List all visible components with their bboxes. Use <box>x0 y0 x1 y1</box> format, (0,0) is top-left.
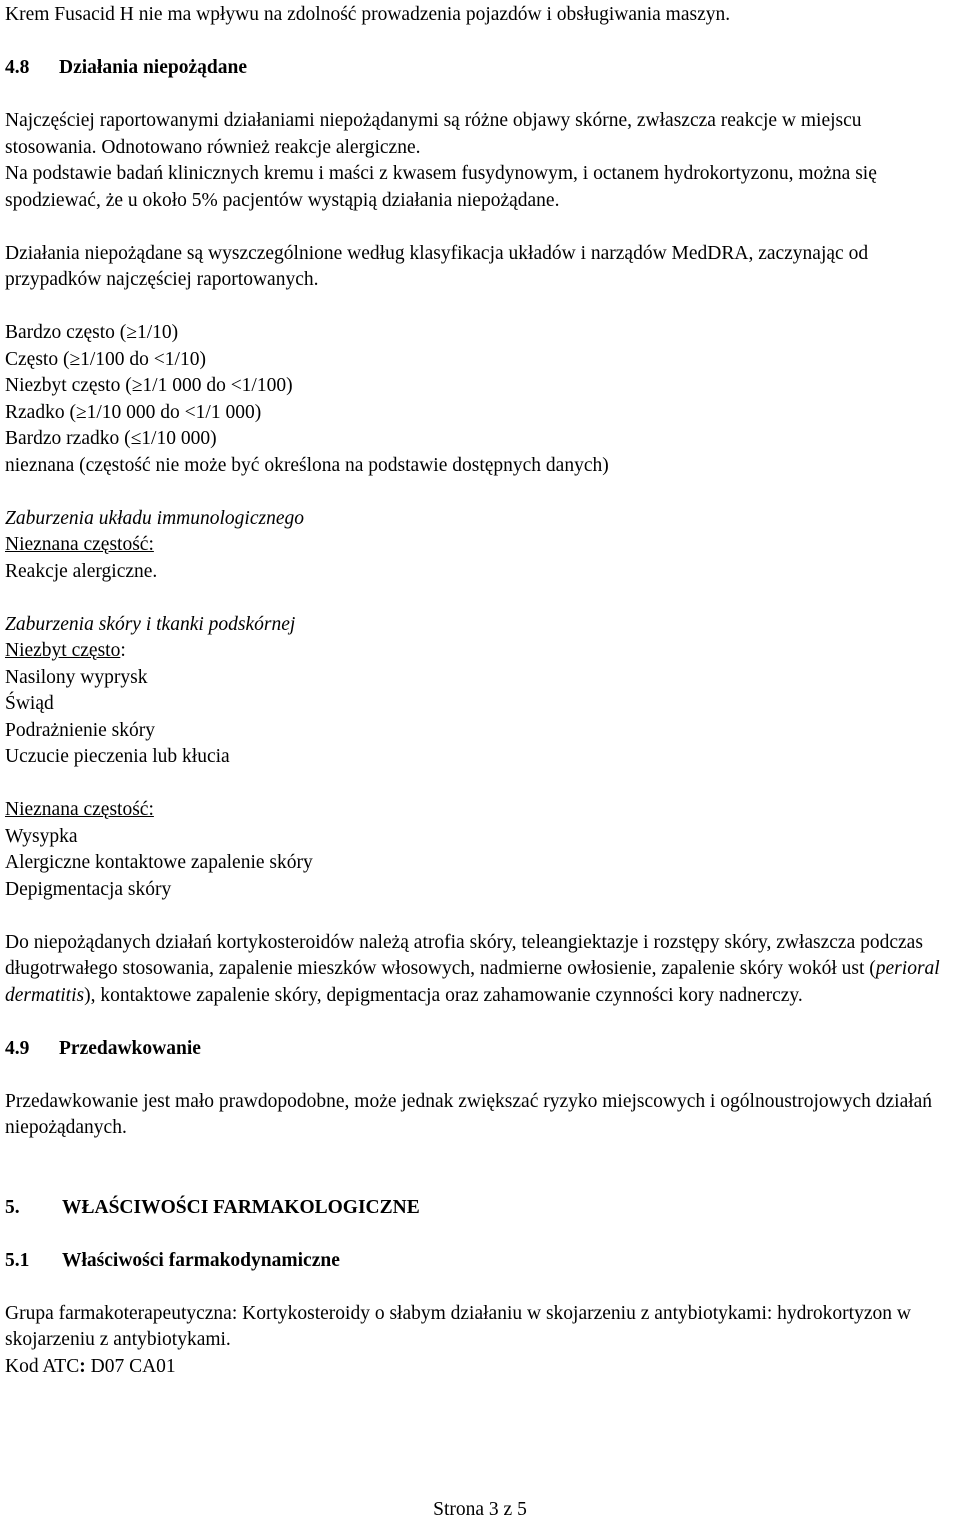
skin-item: Uczucie pieczenia lub kłucia <box>5 746 230 767</box>
section-number: 4.9 <box>5 1037 30 1059</box>
steroid-text-b: ), kontaktowe zapalenie skóry, depigmentacja oraz zahamowanie czynności kory nadnerczy. <box>84 984 803 1006</box>
page-footer: Strona 3 z 5 <box>433 1499 527 1520</box>
frequency-item: Rzadko (≥1/10 000 do <1/1 000) <box>5 401 262 423</box>
section-4-9-heading <box>5 1036 955 1063</box>
s51-paragraph-1: Grupa farmakoterapeutyczna: Kortykosteroidy o słabym działaniu w skojarzeniu z antybiotykami: hydrokortyzon w skojarzeniu z antybiotykami. <box>5 1302 911 1350</box>
skin-heading <box>5 612 955 639</box>
skin-heading-text: Zaburzenia skóry i tkanki podskórnej <box>5 613 296 635</box>
skin-frequency-1 <box>5 638 955 665</box>
atc-value: D07 CA01 <box>85 1355 176 1377</box>
frequency-item: Bardzo często (≥1/10) <box>5 322 179 343</box>
document-page <box>5 2 955 1380</box>
steroid-text-italic: perioral dermatitis <box>5 958 940 1006</box>
skin-item: Świąd <box>5 693 54 714</box>
immune-frequency-text: Nieznana częstość: <box>5 534 154 555</box>
s48-paragraph-3: Działania niepożądane są wyszczególnione według klasyfikacja układów i narządów MedDRA, zaczynając od przypadków najczęściej raportowanych. <box>5 242 869 290</box>
section-4-8-heading <box>5 55 955 82</box>
immune-heading <box>5 506 955 533</box>
immune-frequency <box>5 532 955 559</box>
frequency-item: Często (≥1/100 do <1/10) <box>5 348 206 370</box>
skin-item: Podrażnienie skóry <box>5 719 156 741</box>
immune-item: Reakcje alergiczne. <box>5 560 158 582</box>
section-5-heading <box>5 1195 955 1222</box>
frequency-list <box>5 320 955 479</box>
corticosteroid-paragraph <box>5 930 955 1010</box>
atc-label: Kod ATC <box>5 1355 80 1377</box>
section-number: 5. <box>5 1196 20 1218</box>
frequency-item: Bardzo rzadko (≤1/10 000) <box>5 428 217 449</box>
section-title: WŁAŚCIWOŚCI FARMAKOLOGICZNE <box>62 1196 420 1218</box>
atc-colon: : <box>79 1355 86 1377</box>
immune-heading-text: Zaburzenia układu immunologicznego <box>5 507 304 529</box>
section-title: Przedawkowanie <box>59 1037 201 1059</box>
skin-frequency-1-text: Niezbyt często <box>5 640 121 661</box>
section-title: Właściwości farmakodynamiczne <box>62 1249 340 1271</box>
skin-frequency-1-colon: : <box>120 640 126 661</box>
section-5-1-heading <box>5 1248 955 1275</box>
steroid-text-a: Do niepożądanych działań kortykosteroidów należą atrofia skóry, teleangiektazje i rozstępy skóry, zwłaszcza podczas długotrwałego stosowania, zapalenie mieszków włosowych, nadmierne owłosienie, zapalenie skóry wokół ust ( <box>5 931 923 979</box>
skin-frequency-2 <box>5 797 955 824</box>
s48-paragraph-2: Na podstawie badań klinicznych kremu i maści z kwasem fusydynowym, i octanem hydrokortyzonu, można się spodziewać, że u około 5% pacjentów wystąpią działania niepożądane. <box>5 163 877 211</box>
section-number: 4.8 <box>5 57 30 78</box>
s48-paragraph-1: Najczęściej raportowanymi działaniami niepożądanymi są różne objawy skórne, zwłaszcza reakcje w miejscu stosowania. Odnotowano również reakcje alergiczne. <box>5 110 862 158</box>
skin-item: Wysypka <box>5 825 78 847</box>
skin-item: Nasilony wyprysk <box>5 666 148 688</box>
skin-frequency-2-text: Nieznana częstość: <box>5 799 154 820</box>
skin-item: Depigmentacja skóry <box>5 878 172 900</box>
s49-paragraph-1: Przedawkowanie jest mało prawdopodobne, może jednak zwiększać ryzyko miejscowych i ogólnoustrojowych działań niepożądanych. <box>5 1090 933 1138</box>
skin-item: Alergiczne kontaktowe zapalenie skóry <box>5 852 313 873</box>
section-number: 5.1 <box>5 1249 30 1271</box>
atc-code-line <box>5 1354 955 1381</box>
section-title: Działania niepożądane <box>59 57 247 78</box>
frequency-item: nieznana (częstość nie może być określona na podstawie dostępnych danych) <box>5 454 609 476</box>
frequency-item: Niezbyt często (≥1/1 000 do <1/100) <box>5 375 293 396</box>
intro-paragraph: Krem Fusacid H nie ma wpływu na zdolność prowadzenia pojazdów i obsługiwania maszyn. <box>5 4 731 25</box>
